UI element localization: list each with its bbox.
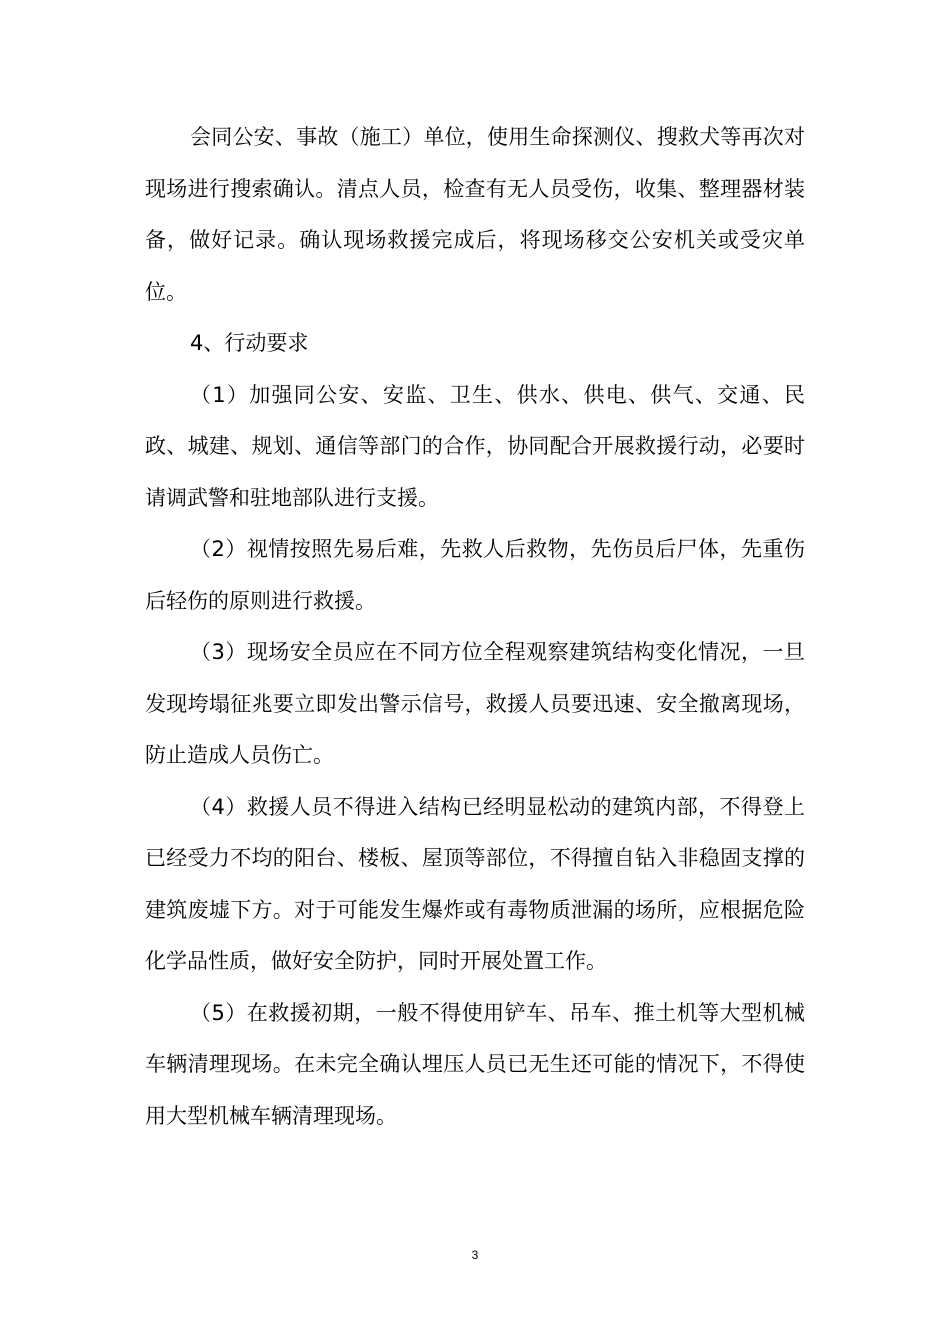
section-heading-action-requirements: 4、行动要求: [190, 331, 309, 355]
paragraph-requirement-5: （5）在救援初期，一般不得使用铲车、吊车、推土机等大型机械车辆清理现场。在未完全确认埋压人员已无生还可能的情况下，不得使用大型机械车辆清理现场。: [145, 1000, 805, 1128]
paragraph-requirement-4: （4）救援人员不得进入结构已经明显松动的建筑内部，不得登上已经受力不均的阳台、楼板、屋顶等部位，不得擅自钻入非稳固支撑的建筑废墟下方。对于可能发生爆炸或有毒物质泄漏的场所，应根据危险化学品性质，做好安全防护，同时开展处置工作。: [145, 794, 805, 973]
document-body: [145, 112, 805, 1142]
paragraph-requirement-2: （2）视情按照先易后难，先救人后救物，先伤员后尸体，先重伤后轻伤的原则进行救援。: [145, 537, 805, 613]
paragraph-requirement-3: （3）现场安全员应在不同方位全程观察建筑结构变化情况，一旦发现垮塌征兆要立即发出警示信号，救援人员要迅速、安全撤离现场，防止造成人员伤亡。: [145, 640, 805, 767]
paragraph-requirement-1: （1）加强同公安、安监、卫生、供水、供电、供气、交通、民政、城建、规划、通信等部门的合作，协同配合开展救援行动，必要时请调武警和驻地部队进行支援。: [145, 382, 805, 510]
page-number: 3: [471, 1248, 479, 1262]
paragraph-rescue-confirmation: 会同公安、事故（施工）单位，使用生命探测仪、搜救犬等再次对现场进行搜索确认。清点人员，检查有无人员受伤，收集、整理器材装备，做好记录。确认现场救援完成后，将现场移交公安机关或受灾单位。: [145, 125, 805, 304]
